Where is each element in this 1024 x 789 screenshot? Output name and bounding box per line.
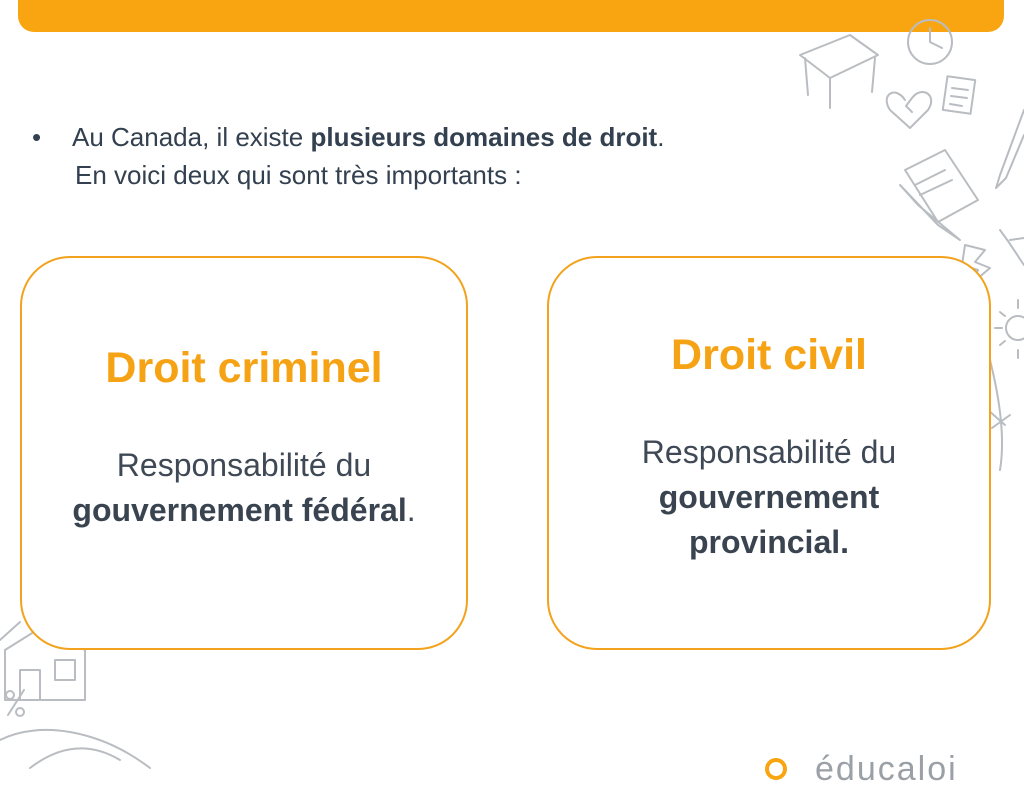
laptop-icon	[900, 150, 978, 240]
card-droit-civil	[547, 256, 991, 650]
intro-line-2: En voici deux qui sont très importants :	[75, 160, 522, 190]
intro-prefix: Au Canada, il existe	[72, 122, 311, 152]
card-text-bold: provincial.	[688, 524, 850, 560]
sun-icon	[995, 300, 1024, 358]
intro-line-1	[32, 118, 664, 156]
broken-heart-icon	[887, 92, 931, 128]
educaloi-logo	[765, 748, 1024, 788]
bullet: •	[32, 122, 42, 152]
intro-text	[32, 118, 664, 194]
card-text-bold-line-1	[549, 475, 989, 520]
intro-bold: plusieurs domaines de droit	[310, 122, 658, 152]
top-banner	[18, 0, 1004, 32]
card-text-regular: Responsabilité du	[641, 434, 897, 470]
desk-icon	[800, 35, 878, 108]
logo-mark-icon	[765, 758, 787, 780]
card-text-bold: gouvernement	[658, 479, 880, 515]
card-text-civil	[549, 430, 989, 565]
card-text-bold: gouvernement fédéral	[72, 492, 407, 528]
card-title-criminel: Droit criminel	[105, 344, 383, 392]
card-text-bold-line-2	[549, 520, 989, 565]
intro-suffix: .	[657, 122, 665, 152]
card-title-civil: Droit civil	[671, 331, 867, 379]
pencil-icon	[996, 110, 1024, 188]
card-text-bold-line	[22, 488, 466, 533]
card-text-suffix: .	[406, 492, 416, 528]
card-text-regular: Responsabilité du	[116, 447, 372, 483]
logo-text: éducaloi	[815, 750, 958, 788]
note-icon	[943, 76, 975, 114]
card-droit-criminel	[20, 256, 468, 650]
percent-icon	[6, 690, 24, 716]
card-text-criminel	[22, 443, 466, 533]
